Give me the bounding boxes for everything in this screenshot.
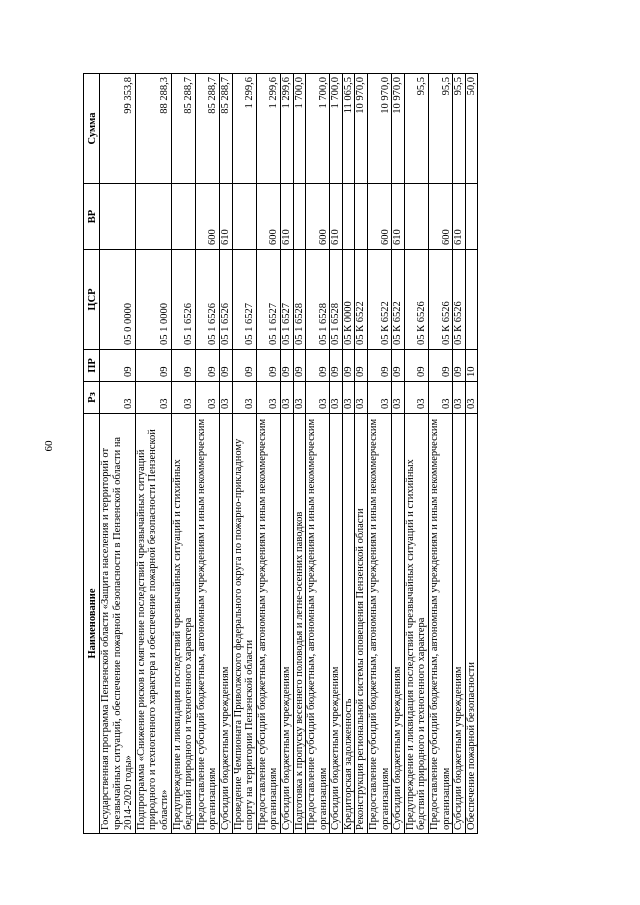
table-row — [171, 74, 195, 834]
cell-vr: 610 — [453, 184, 466, 250]
cell-rz: 03 — [465, 382, 478, 414]
cell-csr: 05 1 6527 — [232, 250, 256, 350]
cell-sum: 1 700,0 — [293, 74, 306, 184]
table-row — [429, 74, 453, 834]
table-row — [280, 74, 293, 834]
cell-pr: 09 — [330, 350, 343, 382]
table-row — [404, 74, 428, 834]
cell-pr: 09 — [100, 350, 136, 382]
cell-name: Подготовка к пропуску весеннего половодья и летне-осенних паводков — [293, 414, 306, 834]
cell-rz: 03 — [429, 382, 453, 414]
header-vr: ВР — [84, 184, 100, 250]
cell-csr: 05 К 6522 — [368, 250, 392, 350]
table-row — [293, 74, 306, 834]
cell-rz: 03 — [171, 382, 195, 414]
cell-vr — [404, 184, 428, 250]
cell-pr: 09 — [171, 350, 195, 382]
cell-pr: 09 — [355, 350, 368, 382]
cell-csr: 05 К 6526 — [429, 250, 453, 350]
cell-sum: 85 288,7 — [195, 74, 219, 184]
cell-sum: 1 700,0 — [330, 74, 343, 184]
header-name: Наименование — [84, 414, 100, 834]
cell-vr: 600 — [256, 184, 280, 250]
cell-pr: 09 — [232, 350, 256, 382]
cell-pr: 09 — [256, 350, 280, 382]
table-row — [392, 74, 405, 834]
cell-name: Предоставление субсидий бюджетным, автономным учреждениям и иным некоммерческим организациям — [429, 414, 453, 834]
cell-sum: 10 970,0 — [368, 74, 392, 184]
cell-vr — [465, 184, 478, 250]
cell-vr — [232, 184, 256, 250]
cell-sum: 88 288,3 — [135, 74, 171, 184]
cell-sum: 1 700,0 — [306, 74, 330, 184]
cell-rz: 03 — [232, 382, 256, 414]
cell-name: Проведение Чемпионата Приволжского федерального округа по пожарно-прикладному спорту на территории Пензенской области — [232, 414, 256, 834]
cell-csr: 05 К 6526 — [453, 250, 466, 350]
cell-name: Предупреждение и ликвидация последствий чрезвычайных ситуаций и стихийных бедствий природного и техногенного характера — [404, 414, 428, 834]
cell-name: Субсидии бюджетным учреждениям — [219, 414, 232, 834]
cell-vr — [342, 184, 355, 250]
cell-vr: 610 — [330, 184, 343, 250]
cell-csr: 05 К 0000 — [342, 250, 355, 350]
cell-csr: 05 1 6526 — [195, 250, 219, 350]
header-sum: Сумма — [84, 74, 100, 184]
cell-vr: 600 — [368, 184, 392, 250]
cell-csr: 05 К 6522 — [392, 250, 405, 350]
table-header-row — [84, 74, 100, 834]
cell-pr: 10 — [465, 350, 478, 382]
cell-csr: 05 1 6528 — [293, 250, 306, 350]
cell-name: Предоставление субсидий бюджетным, автономным учреждениям и иным некоммерческим организациям — [195, 414, 219, 834]
cell-pr: 09 — [135, 350, 171, 382]
cell-csr: 05 1 6526 — [219, 250, 232, 350]
cell-rz: 03 — [368, 382, 392, 414]
cell-sum: 85 288,7 — [219, 74, 232, 184]
cell-csr: 05 1 6526 — [171, 250, 195, 350]
cell-csr: 05 К 6526 — [404, 250, 428, 350]
table-row — [219, 74, 232, 834]
table-row — [368, 74, 392, 834]
table-row — [256, 74, 280, 834]
cell-csr: 05 1 6528 — [306, 250, 330, 350]
cell-pr: 09 — [280, 350, 293, 382]
cell-name: Субсидии бюджетным учреждениям — [330, 414, 343, 834]
cell-rz: 03 — [330, 382, 343, 414]
rotated-table-container — [83, 74, 563, 834]
cell-name: Государственная программа Пензенской области «Защита населения и территорий от чрезвычайных ситуаций, обеспечение пожарной безопасности в Пензенской области на 2014-2020 годы» — [100, 414, 136, 834]
cell-rz: 03 — [404, 382, 428, 414]
cell-vr: 600 — [306, 184, 330, 250]
cell-vr — [100, 184, 136, 250]
cell-name: Предупреждение и ликвидация последствий чрезвычайных ситуаций и стихийных бедствий природного и техногенного характера — [171, 414, 195, 834]
cell-sum: 95,5 — [429, 74, 453, 184]
table-row — [453, 74, 466, 834]
cell-csr: 05 1 0000 — [135, 250, 171, 350]
cell-rz: 03 — [453, 382, 466, 414]
cell-sum: 85 288,7 — [171, 74, 195, 184]
cell-sum: 95,5 — [453, 74, 466, 184]
cell-name: Кредиторская задолженность — [342, 414, 355, 834]
table-row — [306, 74, 330, 834]
cell-sum: 95,5 — [404, 74, 428, 184]
cell-csr: 05 1 6527 — [256, 250, 280, 350]
table-row — [465, 74, 478, 834]
table-row — [355, 74, 368, 834]
header-pr: ПР — [84, 350, 100, 382]
cell-vr — [355, 184, 368, 250]
cell-pr: 09 — [195, 350, 219, 382]
cell-sum: 11 065,5 — [342, 74, 355, 184]
cell-vr: 610 — [219, 184, 232, 250]
cell-rz: 03 — [355, 382, 368, 414]
table-row — [195, 74, 219, 834]
cell-vr: 610 — [280, 184, 293, 250]
cell-pr: 09 — [293, 350, 306, 382]
cell-vr: 600 — [195, 184, 219, 250]
cell-csr: 05 К 6522 — [355, 250, 368, 350]
table-row — [342, 74, 355, 834]
page-number: 60 — [43, 440, 55, 452]
cell-rz: 03 — [293, 382, 306, 414]
cell-rz: 03 — [219, 382, 232, 414]
cell-pr: 09 — [306, 350, 330, 382]
cell-sum: 50,0 — [465, 74, 478, 184]
cell-pr: 09 — [453, 350, 466, 382]
cell-sum: 10 970,0 — [392, 74, 405, 184]
cell-pr: 09 — [429, 350, 453, 382]
cell-rz: 03 — [342, 382, 355, 414]
cell-pr: 09 — [219, 350, 232, 382]
table-row — [232, 74, 256, 834]
cell-rz: 03 — [100, 382, 136, 414]
cell-rz: 03 — [280, 382, 293, 414]
cell-sum: 1 299,6 — [280, 74, 293, 184]
cell-pr: 09 — [392, 350, 405, 382]
cell-rz: 03 — [306, 382, 330, 414]
cell-name: Обеспечение пожарной безопасности — [465, 414, 478, 834]
table-row — [100, 74, 136, 834]
cell-name: Предоставление субсидий бюджетным, автономным учреждениям и иным некоммерческим организациям — [368, 414, 392, 834]
header-csr: ЦСР — [84, 250, 100, 350]
cell-pr: 09 — [404, 350, 428, 382]
cell-name: Предоставление субсидий бюджетным, автономным учреждениям и иным некоммерческим организациям — [306, 414, 330, 834]
cell-sum: 1 299,6 — [256, 74, 280, 184]
cell-name: Субсидии бюджетным учреждениям — [453, 414, 466, 834]
cell-sum: 10 970,0 — [355, 74, 368, 184]
cell-name: Субсидии бюджетным учреждениям — [392, 414, 405, 834]
table-row — [135, 74, 171, 834]
cell-csr: 05 0 0000 — [100, 250, 136, 350]
cell-name: Подпрограмма «Снижение рисков и смягчение последствий чрезвычайных ситуаций природного и техногенного характера и обеспечение пожарной безопасности Пензенской области» — [135, 414, 171, 834]
cell-vr — [171, 184, 195, 250]
cell-sum: 99 353,8 — [100, 74, 136, 184]
cell-vr: 600 — [429, 184, 453, 250]
cell-rz: 03 — [135, 382, 171, 414]
cell-csr: 05 1 6528 — [330, 250, 343, 350]
cell-rz: 03 — [195, 382, 219, 414]
cell-name: Реконструкция региональной системы оповещения Пензенской области — [355, 414, 368, 834]
cell-vr — [293, 184, 306, 250]
cell-csr: 05 1 6527 — [280, 250, 293, 350]
budget-table — [83, 73, 478, 834]
cell-rz: 03 — [392, 382, 405, 414]
cell-name: Субсидии бюджетным учреждениям — [280, 414, 293, 834]
cell-sum: 1 299,6 — [232, 74, 256, 184]
cell-pr: 09 — [368, 350, 392, 382]
cell-pr: 09 — [342, 350, 355, 382]
cell-vr — [135, 184, 171, 250]
header-rz: Рз — [84, 382, 100, 414]
table-body — [100, 74, 478, 834]
table-row — [330, 74, 343, 834]
cell-csr — [465, 250, 478, 350]
cell-name: Предоставление субсидий бюджетным, автономным учреждениям и иным некоммерческим организациям — [256, 414, 280, 834]
cell-vr: 610 — [392, 184, 405, 250]
cell-rz: 03 — [256, 382, 280, 414]
